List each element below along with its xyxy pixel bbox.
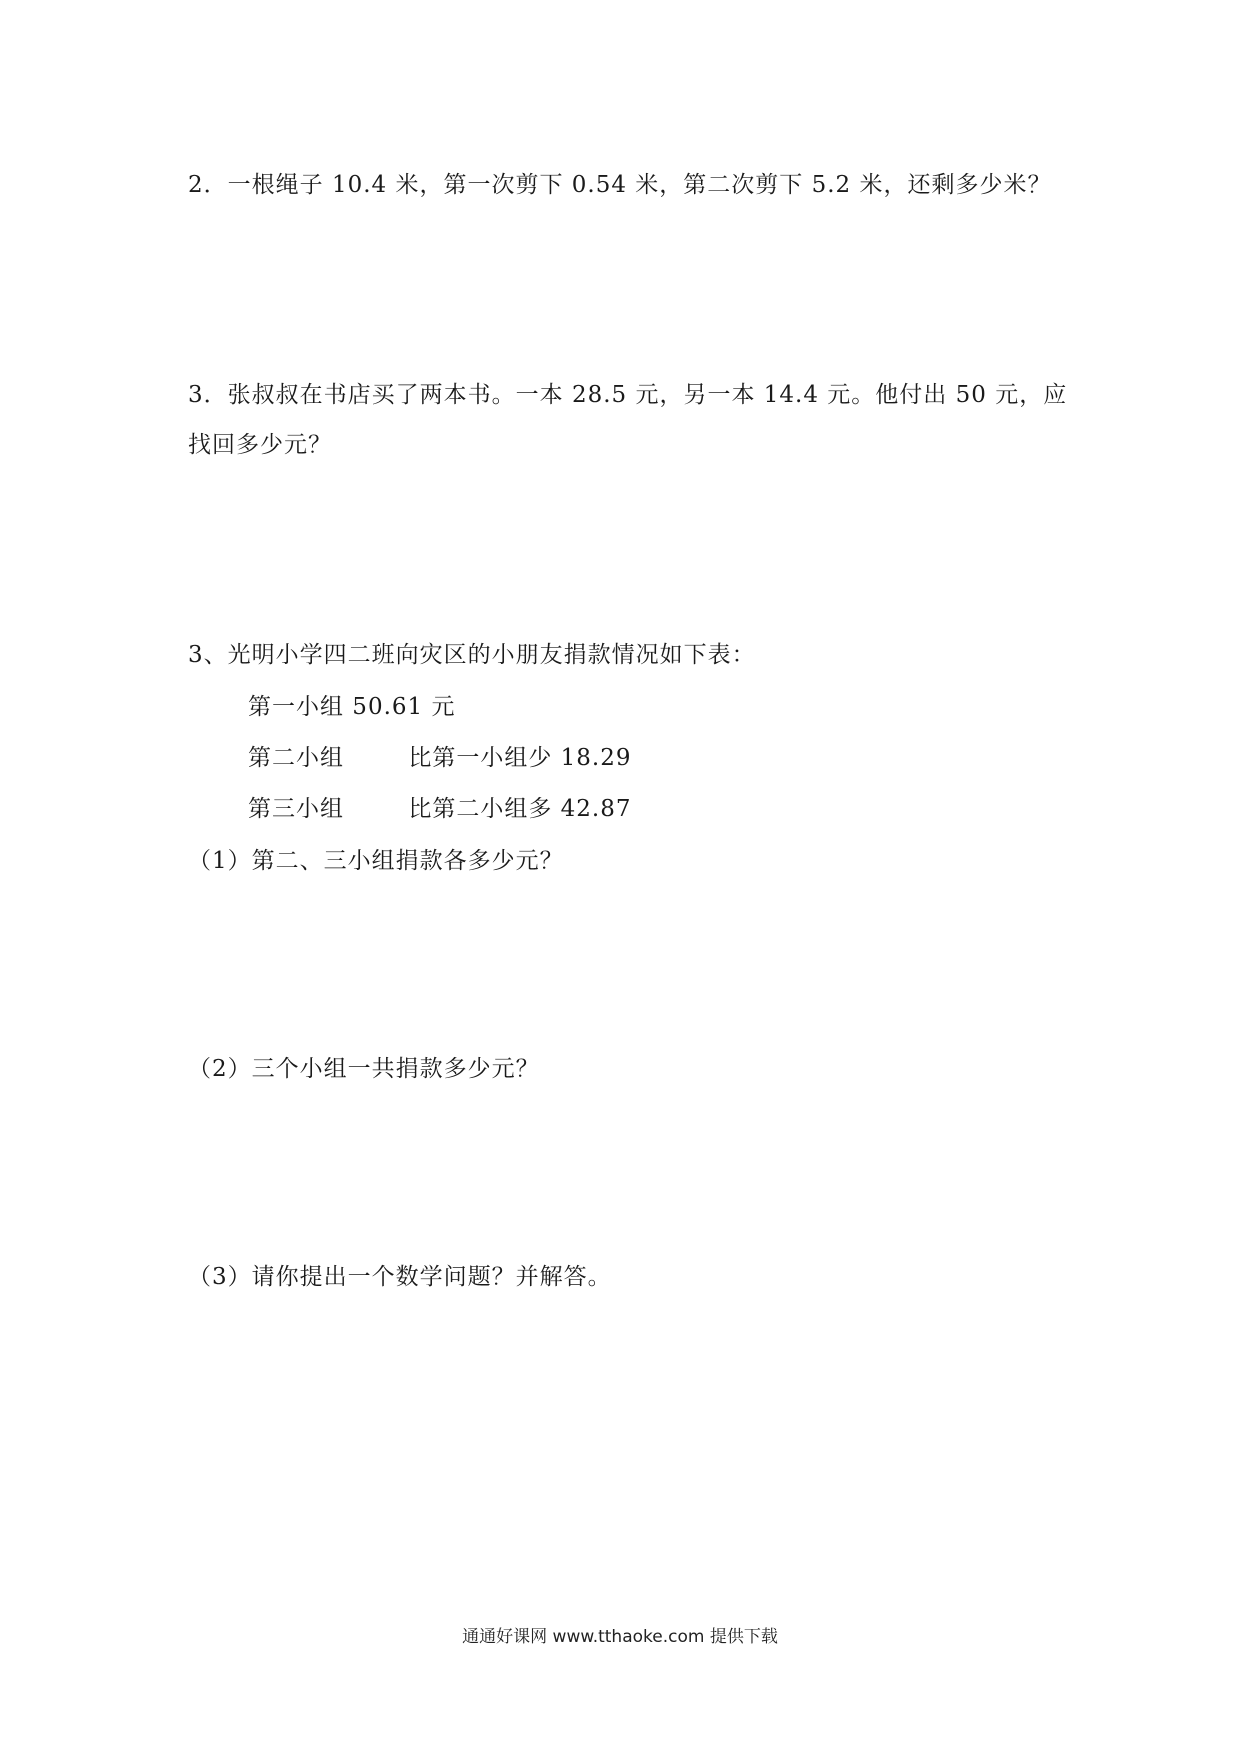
problem-3-text-line2: 找回多少元？ [188, 432, 332, 458]
donation-row-3-detail: 比第二小组多 42.87 [408, 796, 632, 822]
donation-row-2-detail: 比第一小组少 18.29 [408, 745, 632, 771]
footer-source-text: 通通好课网 www.tthaoke.com 提供下载 [462, 1627, 778, 1647]
problem-3-text-line1: 3．张叔叔在书店买了两本书。一本 28.5 元，另一本 14.4 元。他付出 50 元，应 [188, 382, 1068, 408]
donation-row-1-group: 第一小组 50.61 元 [248, 694, 456, 720]
donation-row-3-group: 第三小组 [248, 796, 344, 822]
subquestion-3: （3）请你提出一个数学问题？并解答。 [188, 1264, 612, 1290]
subquestion-2: （2）三个小组一共捐款多少元？ [188, 1056, 540, 1082]
donation-row-2-group: 第二小组 [248, 745, 344, 771]
donation-row-3 [248, 794, 631, 824]
donation-row-2 [248, 743, 631, 773]
subquestion-1: （1）第二、三小组捐款各多少元？ [188, 848, 564, 874]
donation-row-1 [248, 692, 456, 722]
problem-2-text: 2．一根绳子 10.4 米，第一次剪下 0.54 米，第二次剪下 5.2 米，还剩多少米？ [188, 172, 1052, 198]
donation-problem-intro: 3、光明小学四二班向灾区的小朋友捐款情况如下表： [188, 642, 756, 668]
